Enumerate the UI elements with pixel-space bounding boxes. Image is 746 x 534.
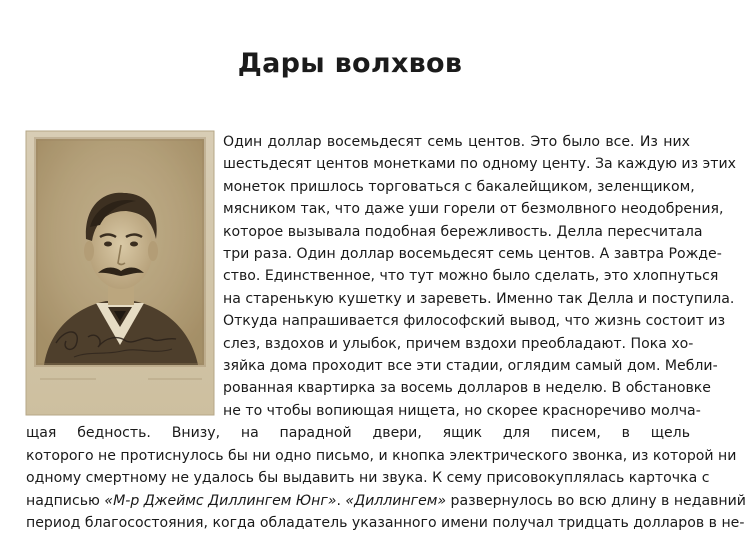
text-line: не то чтобы вопиющая нищета, но скорее красноречиво молча- <box>223 402 701 419</box>
text-line: шестьдесят центов монетками по одному центу. За каждую из этих <box>223 156 737 173</box>
text-line: монеток пришлось торговаться с бакалейщиком, зеленщиком, <box>223 178 695 195</box>
italic-name-short: «Диллингем» <box>345 492 447 509</box>
text-line: щая бедность. Внизу, на парадной двери, ящик для писем, в щель <box>26 425 690 442</box>
text-run: . <box>336 492 346 509</box>
text-line: мясником так, что даже уши горели от безмолвного неодобрения, <box>223 201 724 218</box>
text-line: на старенькую кушетку и зареветь. Именно так Делла и поступила. <box>223 290 735 307</box>
text-line <box>26 490 746 512</box>
text-line: которого не протиснулось бы ни одно письмо, и кнопка электрического звонка, из которой ни <box>26 447 737 464</box>
text-line: ство. Единственное, что тут можно было сделать, это хлопнуться <box>223 268 719 285</box>
text-line: Один доллар восемьдесят семь центов. Это было все. Из них <box>223 134 690 150</box>
text-line: период благосостояния, когда обладатель указанного имени получал тридцать долларов в не- <box>26 514 745 531</box>
text-line: рованная квартирка за восемь долларов в неделю. В обстановке <box>223 380 711 397</box>
text-line: три раза. Один доллар восемьдесят семь центов. А завтра Рожде- <box>223 246 722 263</box>
text-run: надписью <box>26 492 105 509</box>
page-title: Дары волхвов <box>237 48 463 79</box>
text-run: развернулось во всю длину в недавний <box>446 492 746 509</box>
text-line: которое вызывала подобная бережливость. Делла пересчитала <box>223 223 703 240</box>
portrait-photo <box>26 131 214 415</box>
text-line: слез, вздохов и улыбок, причем вздохи преобладают. Пока хо- <box>223 335 694 352</box>
text-line: одному смертному не удалось бы выдавить ни звука. К сему присовокуплялась карточка с <box>26 470 710 487</box>
italic-name-full: «М-р Джеймс Диллингем Юнг» <box>104 492 337 509</box>
text-line: Откуда напрашивается философский вывод, что жизнь состоит из <box>223 313 726 330</box>
story-text <box>26 131 746 534</box>
text-line: зяйка дома проходит все эти стадии, оглядим самый дом. Мебли- <box>223 358 718 375</box>
